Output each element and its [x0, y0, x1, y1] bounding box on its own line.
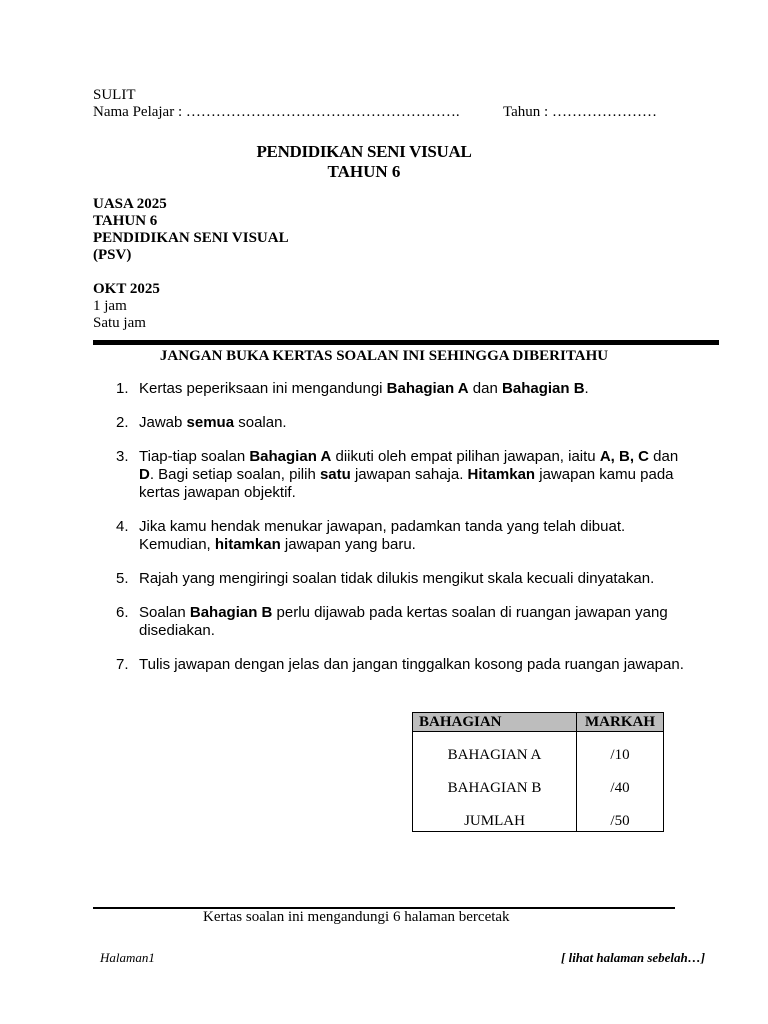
instruction-text: jawapan yang baru.	[280, 536, 416, 553]
instruction-text: Soalan	[139, 604, 190, 621]
instruction-text: dan	[648, 448, 679, 465]
instruction-text: jawapan sahaja.	[350, 466, 468, 483]
instruction-number: 4.	[116, 518, 129, 535]
table-row	[413, 732, 664, 766]
instruction-item	[116, 414, 696, 432]
instruction-text: satu	[319, 466, 351, 483]
instruction-text: D	[139, 466, 150, 483]
page-subtitle: TAHUN 6	[327, 162, 401, 181]
instruction-text: Tiap-tiap soalan	[139, 448, 250, 465]
section-name: BAHAGIAN B	[413, 765, 577, 798]
header-marks: MARKAH	[577, 713, 664, 732]
instruction-text: hitamkan	[214, 536, 281, 553]
instruction-item	[116, 518, 696, 554]
instruction-text: semua	[186, 414, 235, 431]
instruction-text: .	[584, 380, 589, 397]
exam-duration: 1 jam	[93, 298, 127, 314]
instruction-item	[116, 380, 696, 398]
exam-duration-words: Satu jam	[93, 315, 146, 331]
instruction-text: diikuti oleh empat pilihan jawapan, iaitu	[331, 448, 600, 465]
section-divider	[93, 340, 719, 345]
instruction-text: Tulis jawapan dengan jelas dan jangan tinggalkan kosong pada ruangan jawapan.	[139, 656, 684, 673]
instruction-number: 2.	[116, 414, 129, 431]
do-not-open-warning: JANGAN BUKA KERTAS SOALAN INI SEHINGGA DIBERITAHU	[159, 348, 609, 364]
instruction-text: Jika kamu hendak menukar jawapan, padamkan tanda yang telah dibuat. Kemudian,	[139, 518, 626, 553]
instruction-text: perlu dijawab pada kertas soalan di ruangan jawapan yang disediakan.	[139, 604, 668, 639]
instruction-text: Bahagian B	[189, 604, 273, 621]
instruction-text: . Bagi setiap soalan, pilih	[149, 466, 320, 483]
page-title: PENDIDIKAN SENI VISUAL	[256, 142, 472, 161]
instruction-number: 6.	[116, 604, 129, 621]
instruction-number: 3.	[116, 448, 129, 465]
instruction-text: Bahagian B	[502, 380, 585, 397]
exam-date: OKT 2025	[93, 281, 160, 297]
instruction-item	[116, 570, 696, 588]
instruction-number: 5.	[116, 570, 129, 587]
section-name: BAHAGIAN A	[413, 732, 577, 766]
instruction-text: A, B, C	[599, 448, 649, 465]
exam-grade: TAHUN 6	[93, 213, 158, 229]
page-count-note: Kertas soalan ini mengandungi 6 halaman bercetak	[203, 909, 510, 925]
instruction-text: soalan.	[234, 414, 287, 431]
instruction-number: 7.	[116, 656, 129, 673]
year-field[interactable]: Tahun : …………………	[503, 104, 657, 120]
section-mark[interactable]: /40	[577, 765, 664, 798]
instruction-text: Kertas peperiksaan ini mengandungi	[139, 380, 387, 397]
student-name-field[interactable]: Nama Pelajar : ……………………………………………….	[93, 104, 460, 120]
total-mark[interactable]: /50	[577, 798, 664, 832]
instruction-item	[116, 656, 696, 674]
instruction-text: Jawab	[139, 414, 187, 431]
exam-subject: PENDIDIKAN SENI VISUAL	[93, 230, 289, 246]
table-row	[413, 798, 664, 832]
instruction-text: Bahagian A	[249, 448, 332, 465]
marks-table-header	[413, 713, 664, 732]
instruction-text: Hitamkan	[467, 466, 536, 483]
instruction-text: Rajah yang mengiringi soalan tidak dilukis mengikut skala kecuali dinyatakan.	[139, 570, 655, 587]
header-section: BAHAGIAN	[413, 713, 577, 732]
exam-name: UASA 2025	[93, 196, 167, 212]
instruction-text: Bahagian A	[386, 380, 469, 397]
instruction-list	[116, 380, 696, 674]
exam-subject-code: (PSV)	[93, 247, 132, 263]
total-label: JUMLAH	[413, 798, 577, 832]
marks-table	[412, 712, 664, 832]
instruction-text: dan	[468, 380, 503, 397]
next-page-note: [ lihat halaman sebelah…]	[561, 950, 706, 965]
page-number: Halaman1	[100, 950, 155, 965]
instruction-item	[116, 604, 696, 640]
instruction-text: jawapan kamu pada kertas jawapan objektif.	[139, 466, 674, 501]
table-row	[413, 765, 664, 798]
instruction-number: 1.	[116, 380, 129, 397]
instruction-item	[116, 448, 696, 502]
section-mark[interactable]: /10	[577, 732, 664, 766]
confidential-label: SULIT	[93, 87, 136, 103]
